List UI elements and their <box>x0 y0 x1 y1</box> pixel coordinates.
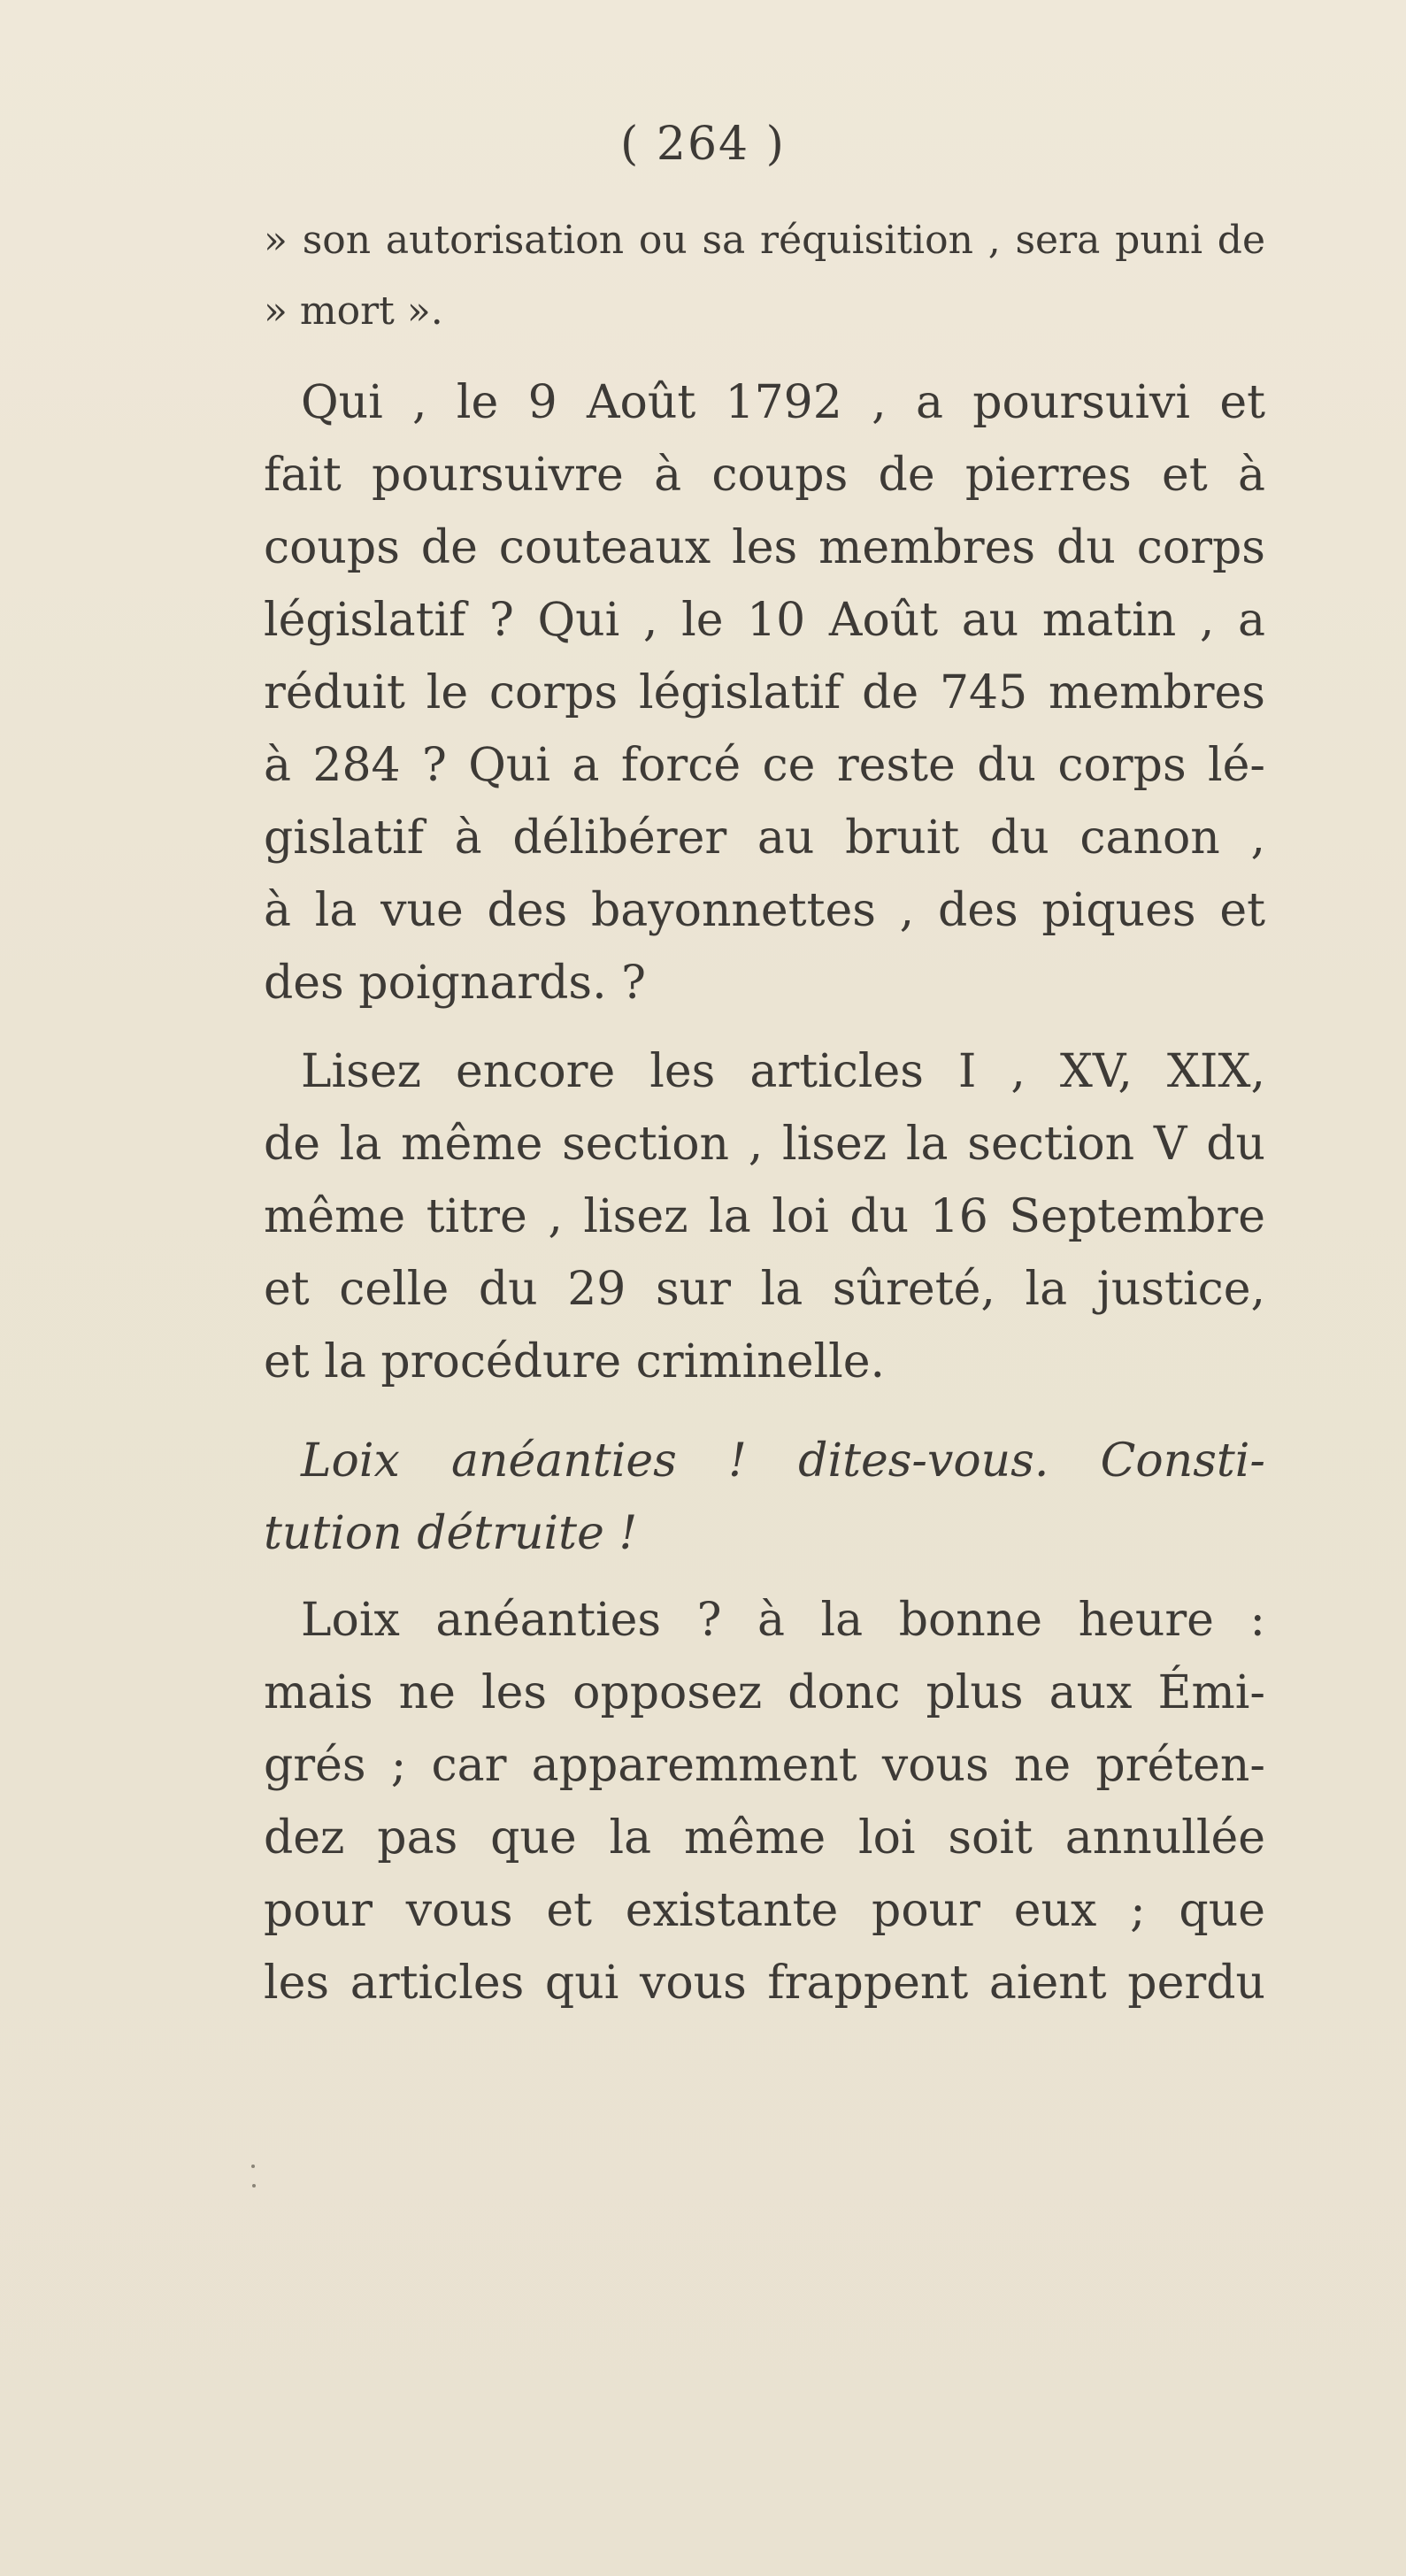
paragraph-qui <box>264 366 1265 1019</box>
page-number: ( 264 ) <box>620 118 786 171</box>
text-line: les articles qui vous frappent aient perdu <box>264 1957 1265 2010</box>
text-line: dez pas que la même loi soit annullée <box>264 1811 1265 1865</box>
paper-speck <box>251 2165 255 2168</box>
text-line: Loix anéanties ! dites-vous. Consti- <box>301 1434 1265 1488</box>
text-line: coups de couteaux les membres du corps <box>264 521 1265 574</box>
text-line: » son autorisation ou sa réquisition , sera puni de <box>264 218 1265 263</box>
text-line: Lisez encore les articles I , XV, XIX, <box>301 1045 1265 1098</box>
text-line: pour vous et existante pour eux ; que <box>264 1884 1265 1937</box>
text-line: de la même section , lisez la section V du <box>264 1118 1265 1171</box>
text-line: Loix anéanties ? à la bonne heure : <box>301 1594 1265 1647</box>
paragraph-loix-question <box>264 1584 1265 2019</box>
text-line: législatif ? Qui , le 10 Août au matin , a <box>264 594 1265 647</box>
text-line: Qui , le 9 Août 1792 , a poursuivi et <box>301 376 1265 429</box>
paragraph-lisez <box>264 1035 1265 1398</box>
text-line: même titre , lisez la loi du 16 Septembre <box>264 1190 1265 1243</box>
quote-continuation <box>264 205 1265 347</box>
text-line: et la procédure criminelle. <box>264 1335 886 1388</box>
text-line: tution détruite ! <box>264 1507 638 1560</box>
text-line: » mort ». <box>264 288 443 334</box>
paper-speck <box>252 2184 256 2188</box>
text-line: gislatif à délibérer au bruit du canon , <box>264 811 1265 865</box>
text-line: et celle du 29 sur la sûreté, la justice, <box>264 1263 1265 1316</box>
text-line: des poignards. ? <box>264 957 647 1010</box>
text-line: mais ne les opposez donc plus aux Émi- <box>264 1666 1265 1719</box>
text-line: réduit le corps législatif de 745 membres <box>264 666 1265 719</box>
text-line: à la vue des bayonnettes , des piques et <box>264 884 1265 937</box>
paragraph-loix-exclamation <box>264 1425 1265 1570</box>
text-line: fait poursuivre à coups de pierres et à <box>264 449 1265 502</box>
text-line: à 284 ? Qui a forcé ce reste du corps lé- <box>264 739 1265 792</box>
text-line: grés ; car apparemment vous ne préten- <box>264 1739 1265 1792</box>
